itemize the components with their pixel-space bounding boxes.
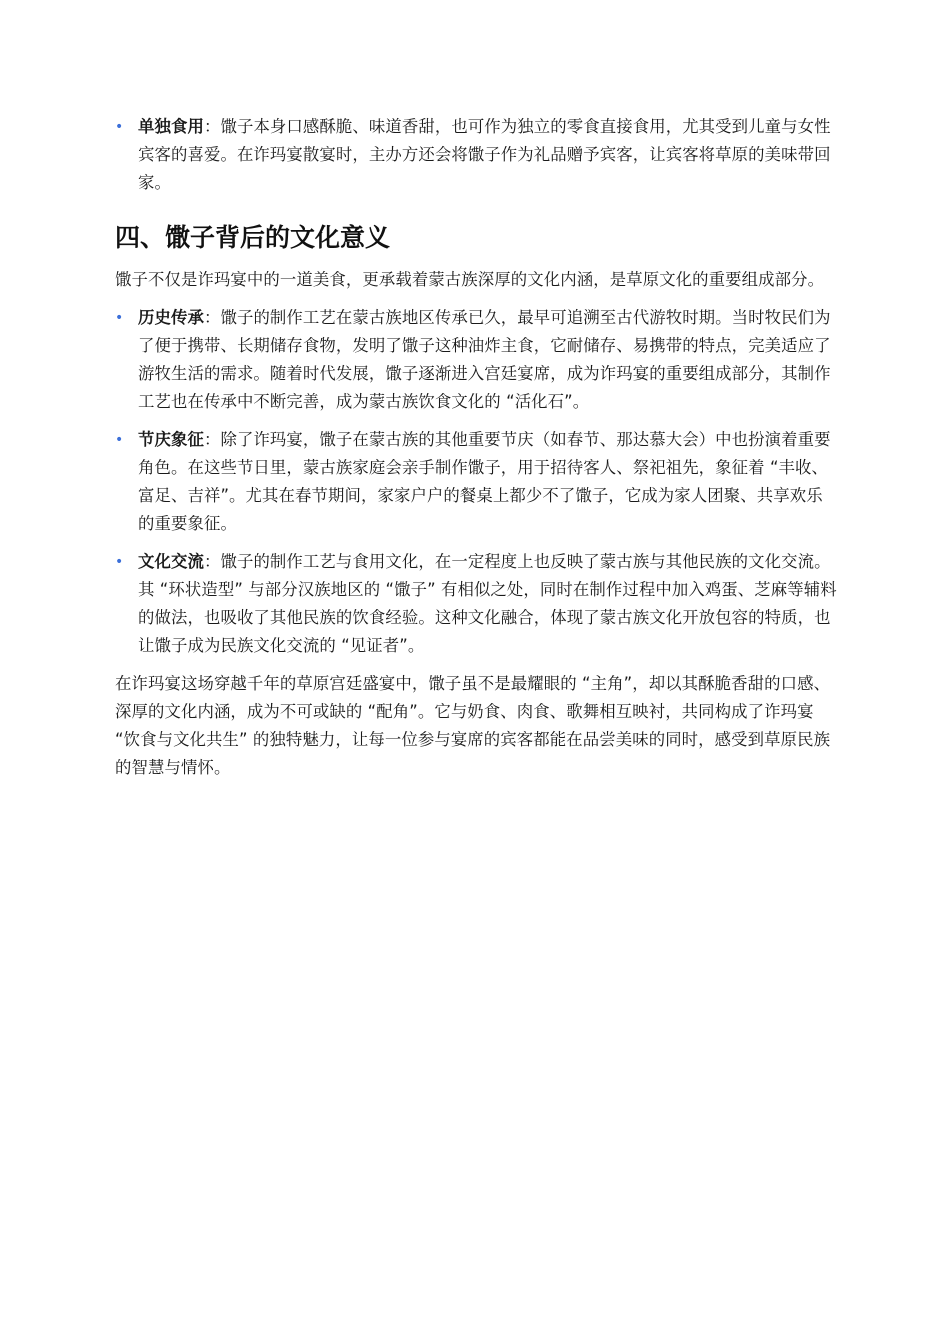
list-item-term: 文化交流 (138, 552, 204, 571)
bullet-icon: • (115, 310, 124, 326)
section-heading: 四、馓子背后的文化意义 (115, 223, 391, 252)
list-item-text: ：除了诈玛宴，馓子在蒙古族的其他重要节庆（如春节、那达慕大会）中也扮演着重要角色。在这些节日里，蒙古族家庭会亲手制作馓子，用于招待客人、祭祀祖先，象征着 “丰收、富足、吉祥”。尤其在春节期间，家家户户的餐桌上都少不了馓子，它成为家人团聚、共享欢乐的重要象征。 (138, 430, 831, 533)
list-item-history (115, 304, 837, 416)
list-item-standalone (115, 113, 837, 197)
list-item-text: ：馓子的制作工艺在蒙古族地区传承已久，最早可追溯至古代游牧时期。当时牧民们为了便于携带、长期储存食物，发明了馓子这种油炸主食，它耐储存、易携带的特点，完美适应了游牧生活的需求。随着时代发展，馓子逐渐进入宫廷宴席，成为诈玛宴的重要组成部分，其制作工艺也在传承中不断完善，成为蒙古族饮食文化的 “活化石”。 (138, 308, 831, 411)
bullet-icon: • (115, 554, 124, 570)
list-item-term: 节庆象征 (138, 430, 204, 449)
document-page (115, 113, 837, 792)
cultural-meaning-list (115, 304, 837, 660)
conclusion-paragraph: 在诈玛宴这场穿越千年的草原宫廷盛宴中，馓子虽不是最耀眼的 “主角”，却以其酥脆香甜的口感、深厚的文化内涵，成为不可或缺的 “配角”。它与奶食、肉食、歌舞相互映衬，共同构成了诈玛宴 “饮食与文化共生” 的独特魅力，让每一位参与宴席的宾客都能在品尝美味的同时，感受到草原民族的智慧与情怀。 (115, 674, 831, 777)
list-item-exchange (115, 548, 837, 660)
bullet-icon: • (115, 432, 124, 448)
section-intro: 馓子不仅是诈玛宴中的一道美食，更承载着蒙古族深厚的文化内涵，是草原文化的重要组成部分。 (115, 270, 825, 289)
list-item-festival (115, 426, 837, 538)
list-item-text: ：馓子的制作工艺与食用文化，在一定程度上也反映了蒙古族与其他民族的文化交流。其 “环状造型” 与部分汉族地区的 “馓子” 有相似之处，同时在制作过程中加入鸡蛋、芝麻等辅料的做法，也吸收了其他民族的饮食经验。这种文化融合，体现了蒙古族文化开放包容的特质，也让馓子成为民族文化交流的 “见证者”。 (138, 552, 837, 655)
list-item-term: 历史传承 (138, 308, 204, 327)
list-item-text: ：馓子本身口感酥脆、味道香甜，也可作为独立的零食直接食用，尤其受到儿童与女性宾客的喜爱。在诈玛宴散宴时，主办方还会将馓子作为礼品赠予宾客，让宾客将草原的美味带回家。 (138, 117, 831, 192)
bullet-icon: • (115, 119, 124, 135)
list-item-term: 单独食用 (138, 117, 204, 136)
serving-methods-list (115, 113, 837, 197)
